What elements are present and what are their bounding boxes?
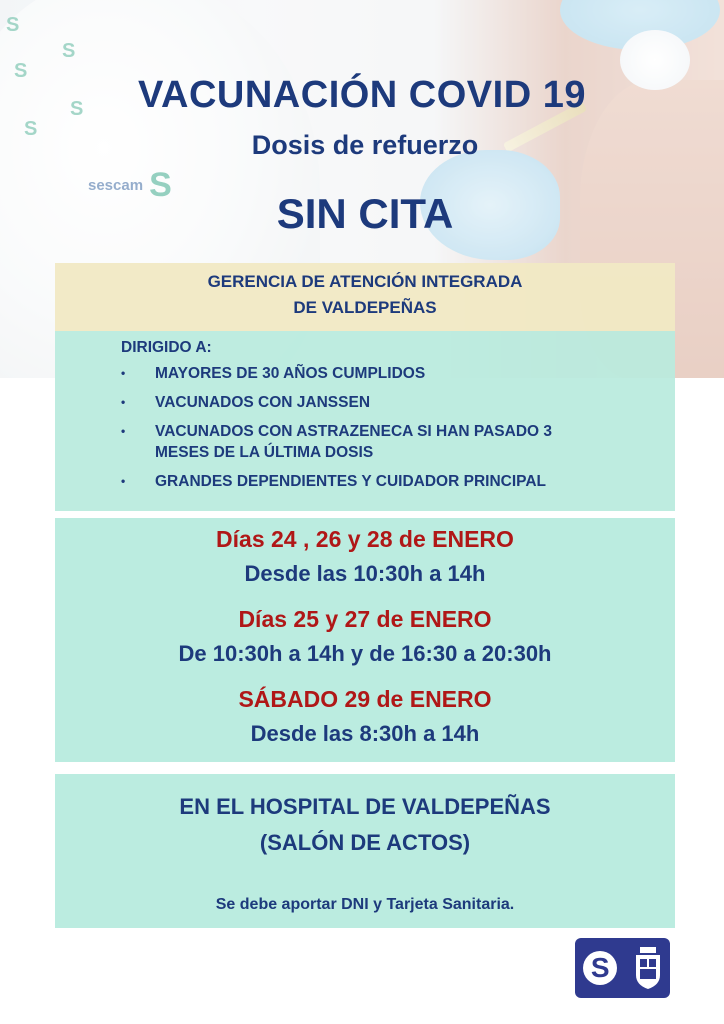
schedule-box [55, 518, 675, 762]
schedule-hours: Desde las 10:30h a 14h [244, 561, 486, 586]
gerencia-line-2: DE VALDEPEÑAS [293, 298, 437, 317]
sescam-pattern-icon: S [70, 98, 84, 120]
schedule-block [55, 526, 675, 587]
bullet-icon: • [121, 474, 126, 488]
list-item: • VACUNADOS CON ASTRAZENECA SI HAN PASADO 3 MESES DE LA ÚLTIMA DOSIS [121, 423, 552, 461]
schedule-hours: De 10:30h a 14h y de 16:30 a 20:30h [178, 641, 552, 666]
sescam-pattern-icon: S [24, 118, 38, 140]
page-subtitle: Dosis de refuerzo [251, 130, 479, 160]
sescam-s-icon: S [149, 166, 172, 204]
schedule-hours: Desde las 8:30h a 14h [250, 721, 480, 746]
location-box [55, 774, 675, 928]
sescam-s-icon: S [583, 951, 617, 985]
sescam-pattern-icon: S [14, 60, 28, 82]
gerencia-line-1: GERENCIA DE ATENCIÓN INTEGRADA [207, 272, 523, 291]
sescam-pattern-icon: S [6, 14, 20, 36]
list-item: • VACUNADOS CON JANSSEN [121, 394, 371, 411]
sin-cita-heading: SIN CITA [276, 190, 454, 237]
gerencia-banner [55, 263, 675, 331]
schedule-days: Días 25 y 27 de ENERO [238, 606, 492, 632]
target-audience-heading: DIRIGIDO A: [121, 339, 212, 356]
page-title: VACUNACIÓN COVID 19 [138, 74, 586, 116]
requirements-note: Se debe aportar DNI y Tarjeta Sanitaria. [215, 896, 515, 913]
sescam-pattern-icon: S [62, 40, 76, 62]
sescam-logo-text: sescam [88, 176, 144, 194]
location-room: (SALÓN DE ACTOS) [259, 830, 471, 855]
list-item: • GRANDES DEPENDIENTES Y CUIDADOR PRINCIPAL [121, 473, 546, 490]
target-audience-box [55, 331, 675, 511]
institutional-logo [575, 938, 670, 998]
bullet-icon: • [121, 395, 126, 409]
schedule-block [55, 686, 675, 747]
bullet-icon: • [121, 366, 126, 380]
list-item: • MAYORES DE 30 AÑOS CUMPLIDOS [121, 365, 426, 382]
schedule-days: SÁBADO 29 de ENERO [238, 686, 492, 712]
target-audience-list [121, 363, 655, 492]
location-name: EN EL HOSPITAL DE VALDEPEÑAS [179, 794, 551, 819]
bullet-icon: • [121, 424, 126, 438]
schedule-block [55, 606, 675, 667]
schedule-days: Días 24 , 26 y 28 de ENERO [216, 526, 514, 552]
coat-of-arms-icon [634, 947, 662, 989]
